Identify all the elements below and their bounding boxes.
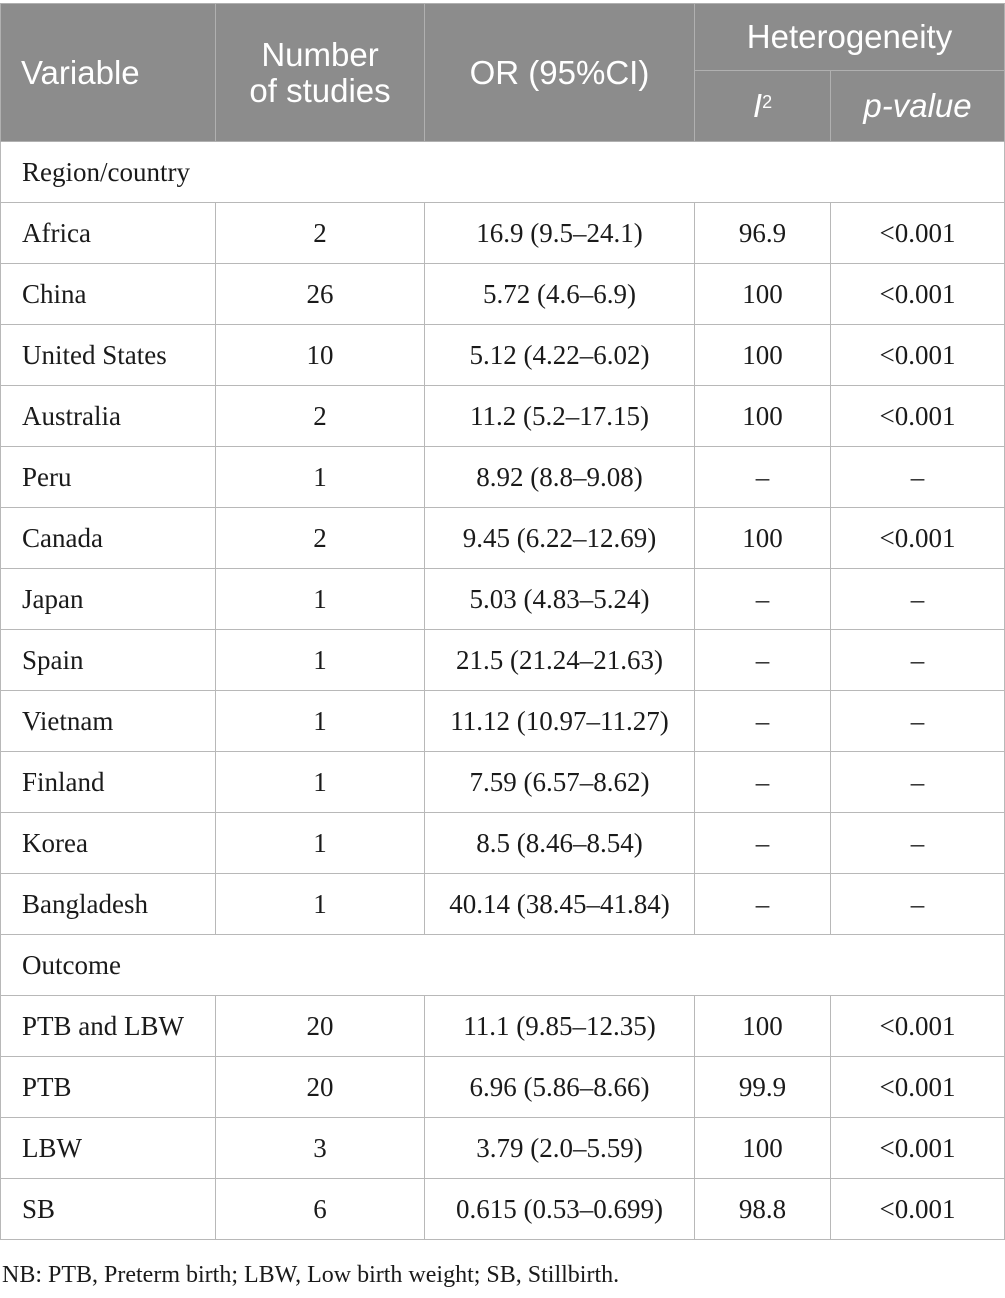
cell-p-value: <0.001 [831, 325, 1005, 386]
table-row-region [1, 447, 1005, 508]
header-number-of-studies [216, 4, 425, 142]
cell-number-of-studies: 1 [216, 691, 425, 752]
header-variable: Variable [1, 4, 216, 142]
cell-p-value: <0.001 [831, 264, 1005, 325]
table-row-outcome [1, 1118, 1005, 1179]
cell-i-squared: 100 [695, 325, 831, 386]
cell-or-ci: 11.2 (5.2–17.15) [425, 386, 695, 447]
i2-superscript: 2 [762, 92, 773, 112]
cell-p-value: – [831, 813, 1005, 874]
table-row-outcome [1, 1179, 1005, 1240]
cell-i-squared: 100 [695, 508, 831, 569]
header-or-ci: OR (95%CI) [425, 4, 695, 142]
cell-or-ci: 16.9 (9.5–24.1) [425, 203, 695, 264]
cell-variable: LBW [1, 1118, 216, 1179]
cell-i-squared: 96.9 [695, 203, 831, 264]
cell-variable: Canada [1, 508, 216, 569]
cell-number-of-studies: 6 [216, 1179, 425, 1240]
cell-or-ci: 11.1 (9.85–12.35) [425, 996, 695, 1057]
table-row-region [1, 386, 1005, 447]
table-row-region [1, 203, 1005, 264]
table-body [1, 142, 1005, 1240]
cell-or-ci: 8.5 (8.46–8.54) [425, 813, 695, 874]
cell-p-value: – [831, 447, 1005, 508]
cell-number-of-studies: 2 [216, 508, 425, 569]
cell-i-squared: – [695, 447, 831, 508]
cell-number-of-studies: 1 [216, 447, 425, 508]
cell-variable: Korea [1, 813, 216, 874]
cell-number-of-studies: 20 [216, 996, 425, 1057]
cell-or-ci: 3.79 (2.0–5.59) [425, 1118, 695, 1179]
cell-or-ci: 5.12 (4.22–6.02) [425, 325, 695, 386]
cell-number-of-studies: 26 [216, 264, 425, 325]
cell-p-value: <0.001 [831, 1179, 1005, 1240]
header-number-line2: of studies [249, 71, 391, 109]
cell-or-ci: 5.03 (4.83–5.24) [425, 569, 695, 630]
section-label-outcome: Outcome [1, 935, 1005, 996]
cell-i-squared: – [695, 813, 831, 874]
section-row-outcome [1, 935, 1005, 996]
cell-variable: Australia [1, 386, 216, 447]
cell-i-squared: – [695, 752, 831, 813]
table-row-region [1, 752, 1005, 813]
cell-p-value: – [831, 630, 1005, 691]
cell-i-squared: – [695, 874, 831, 935]
cell-p-value: – [831, 874, 1005, 935]
cell-i-squared: 100 [695, 264, 831, 325]
cell-i-squared: – [695, 569, 831, 630]
cell-variable: United States [1, 325, 216, 386]
cell-number-of-studies: 20 [216, 1057, 425, 1118]
cell-number-of-studies: 1 [216, 630, 425, 691]
section-label-region: Region/country [1, 142, 1005, 203]
table-row-region [1, 569, 1005, 630]
cell-variable: Africa [1, 203, 216, 264]
cell-i-squared: 100 [695, 996, 831, 1057]
cell-variable: Finland [1, 752, 216, 813]
cell-p-value: <0.001 [831, 996, 1005, 1057]
cell-p-value: <0.001 [831, 508, 1005, 569]
table-footnote: NB: PTB, Preterm birth; LBW, Low birth weight; SB, Stillbirth. [2, 1262, 620, 1288]
cell-number-of-studies: 1 [216, 752, 425, 813]
cell-or-ci: 21.5 (21.24–21.63) [425, 630, 695, 691]
meta-analysis-table [0, 3, 1005, 1240]
cell-variable: Spain [1, 630, 216, 691]
cell-number-of-studies: 1 [216, 874, 425, 935]
cell-number-of-studies: 10 [216, 325, 425, 386]
header-row-1 [1, 4, 1005, 71]
table-row-region [1, 874, 1005, 935]
cell-number-of-studies: 3 [216, 1118, 425, 1179]
header-heterogeneity: Heterogeneity [695, 4, 1005, 71]
cell-p-value: <0.001 [831, 1057, 1005, 1118]
header-p-value: p-value [831, 71, 1005, 142]
cell-or-ci: 9.45 (6.22–12.69) [425, 508, 695, 569]
cell-i-squared: 100 [695, 386, 831, 447]
table-row-region [1, 325, 1005, 386]
cell-variable: SB [1, 1179, 216, 1240]
cell-number-of-studies: 1 [216, 813, 425, 874]
cell-variable: Bangladesh [1, 874, 216, 935]
cell-p-value: <0.001 [831, 386, 1005, 447]
table-header [1, 4, 1005, 142]
table-row-region [1, 813, 1005, 874]
cell-i-squared: – [695, 691, 831, 752]
table-row-outcome [1, 996, 1005, 1057]
cell-p-value: <0.001 [831, 1118, 1005, 1179]
i2-letter: I [752, 87, 763, 124]
cell-i-squared: 100 [695, 1118, 831, 1179]
cell-i-squared: 99.9 [695, 1057, 831, 1118]
table-row-outcome [1, 1057, 1005, 1118]
cell-or-ci: 6.96 (5.86–8.66) [425, 1057, 695, 1118]
cell-or-ci: 8.92 (8.8–9.08) [425, 447, 695, 508]
results-table-container [0, 3, 1004, 1240]
cell-i-squared: 98.8 [695, 1179, 831, 1240]
cell-number-of-studies: 1 [216, 569, 425, 630]
cell-i-squared: – [695, 630, 831, 691]
cell-or-ci: 7.59 (6.57–8.62) [425, 752, 695, 813]
table-row-region [1, 264, 1005, 325]
cell-variable: PTB [1, 1057, 216, 1118]
header-number-line1: Number [261, 35, 379, 73]
cell-number-of-studies: 2 [216, 386, 425, 447]
cell-variable: Japan [1, 569, 216, 630]
cell-p-value: – [831, 569, 1005, 630]
table-row-region [1, 630, 1005, 691]
cell-or-ci: 5.72 (4.6–6.9) [425, 264, 695, 325]
cell-variable: China [1, 264, 216, 325]
cell-p-value: – [831, 691, 1005, 752]
table-row-region [1, 508, 1005, 569]
cell-p-value: – [831, 752, 1005, 813]
cell-variable: Peru [1, 447, 216, 508]
cell-or-ci: 11.12 (10.97–11.27) [425, 691, 695, 752]
cell-p-value: <0.001 [831, 203, 1005, 264]
cell-or-ci: 0.615 (0.53–0.699) [425, 1179, 695, 1240]
cell-variable: PTB and LBW [1, 996, 216, 1057]
section-row-region [1, 142, 1005, 203]
cell-number-of-studies: 2 [216, 203, 425, 264]
cell-or-ci: 40.14 (38.45–41.84) [425, 874, 695, 935]
table-row-region [1, 691, 1005, 752]
header-i-squared [695, 71, 831, 142]
cell-variable: Vietnam [1, 691, 216, 752]
